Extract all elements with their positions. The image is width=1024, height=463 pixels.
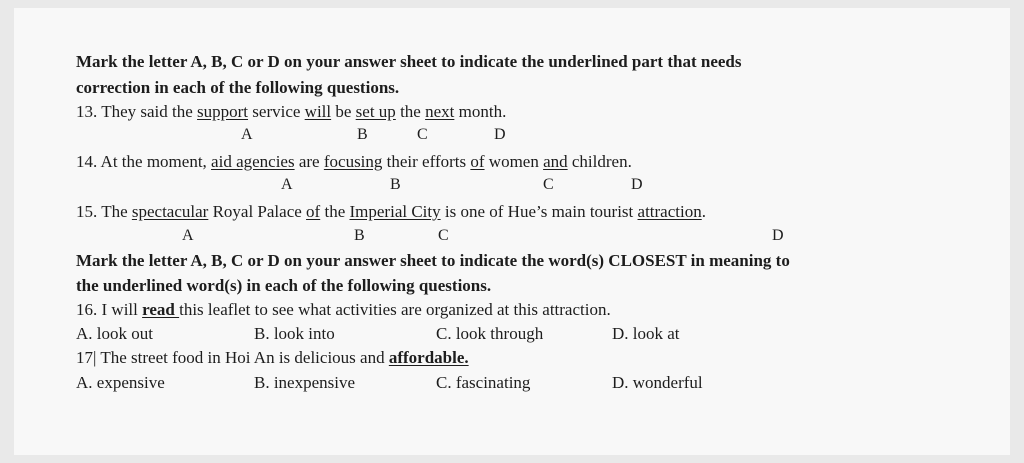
q16-option-a: A. look out: [76, 324, 153, 343]
section1-instruction-line1: Mark the letter A, B, C or D on your answer sheet to indicate the underlined part that needs: [76, 52, 742, 71]
question-15: 15. The spectacular Royal Palace of the Imperial City is one of Hue’s main tourist attraction.: [76, 202, 706, 221]
question-13: 13. They said the support service will be set up the next month.: [76, 102, 507, 121]
q17-option-b: B. inexpensive: [254, 373, 356, 392]
q15-part-a: spectacular: [131, 202, 209, 221]
q14-label-b: B: [390, 176, 401, 193]
q17-option-d: D. wonderful: [612, 373, 703, 392]
q16-option-c: C. look through: [436, 324, 544, 343]
q13-label-b: B: [357, 126, 368, 143]
q14-part-d: and: [543, 152, 568, 171]
q13-label-a: A: [241, 126, 253, 143]
section2-instruction-line2: the underlined word(s) in each of the following questions.: [76, 276, 492, 295]
q13-part-b: will: [304, 102, 332, 121]
q15-part-d: attraction: [637, 202, 702, 221]
q14-label-d: D: [631, 176, 643, 193]
q13-label-d: D: [494, 126, 506, 143]
q13-part-c: set up: [355, 102, 396, 121]
q17-option-a: A. expensive: [76, 373, 165, 392]
q15-label-a: A: [182, 227, 194, 244]
q17-underlined-word: affordable.: [388, 348, 469, 367]
q15-part-c: Imperial City: [349, 202, 441, 221]
q14-part-c: of: [470, 152, 485, 171]
q15-label-c: C: [438, 227, 449, 244]
question-16: 16. I will read this leaflet to see what activities are organized at this attraction.: [76, 300, 611, 319]
q15-part-b: of: [306, 202, 321, 221]
q15-label-d: D: [772, 227, 784, 244]
q16-option-b: B. look into: [254, 324, 335, 343]
worksheet: [14, 8, 1010, 455]
q13-label-c: C: [417, 126, 428, 143]
q16-underlined-word: read: [142, 300, 180, 319]
q14-part-b: focusing: [323, 152, 383, 171]
q17-option-c: C. fascinating: [436, 373, 531, 392]
question-17: 17| The street food in Hoi An is delicious and affordable.: [76, 348, 469, 367]
q14-label-a: A: [281, 176, 293, 193]
question-14: 14. At the moment, aid agencies are focusing their efforts of women and children.: [76, 152, 632, 171]
section1-instruction-line2: correction in each of the following questions.: [76, 78, 400, 97]
section2-instruction-line1: Mark the letter A, B, C or D on your answer sheet to indicate the word(s) CLOSEST in meaning to: [76, 251, 790, 270]
q16-option-d: D. look at: [612, 324, 680, 343]
q14-part-a: aid agencies: [211, 152, 295, 171]
q13-part-d: next: [425, 102, 455, 121]
q13-part-a: support: [197, 102, 249, 121]
q14-label-c: C: [543, 176, 554, 193]
q15-label-b: B: [354, 227, 365, 244]
